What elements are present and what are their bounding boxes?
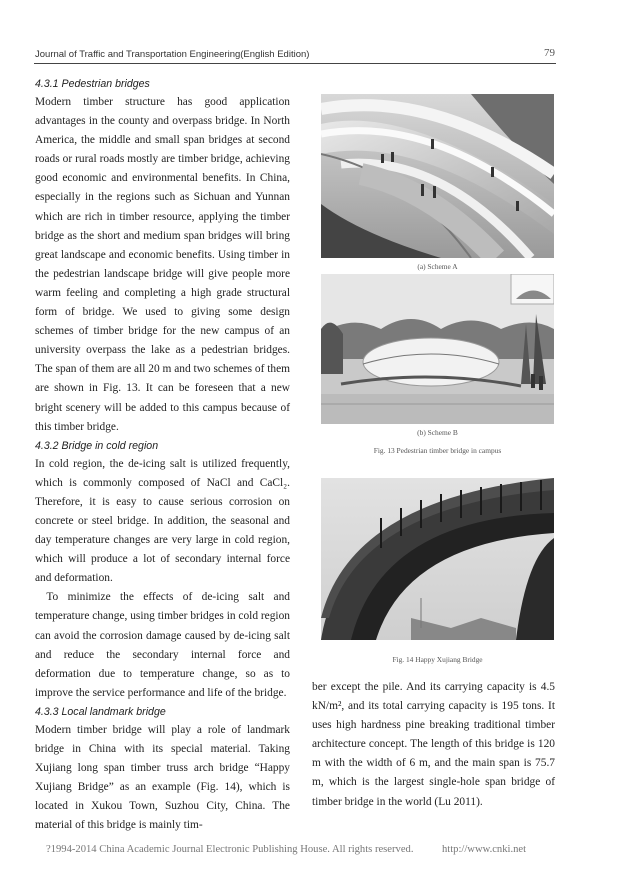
- figure-13a-caption: (a) Scheme A: [417, 262, 458, 271]
- right-column: [312, 678, 555, 812]
- figure-13-caption: Fig. 13 Pedestrian timber bridge in campus: [373, 446, 502, 455]
- section-text-4-3-1: Modern timber structure has good application advantages in the county and overpass bridge. In North America, the middle and small span bridges at second roads or rural roads mostly are timber bridge, achieving good economic and environmental benefits. In China, especially in the regions such as Sichuan and Yunnan which are rich in timber resource, applying the timber bridge as the short and medium span bridges will bring great landscape and economic benefits. Using timber in the pedestrian landscape bridge will give people more warm feeling and completing a high grade structural form of bridge. We used to giving some design schemes of timber bridge for the new campus of an university overpass the lake as a pedestrian bridges. The span of them are all 20 m and two schemes of them are shown in Fig. 13. It can be foreseen that a new bright scenery will be added to this campus because of this timber bridge.: [35, 96, 290, 433]
- figure-14-image: [321, 478, 554, 640]
- header-rule: [34, 63, 556, 64]
- continuation-text: ber except the pile. And its carrying capacity is 4.5 kN/m², and its total carrying capacity is 195 tons. It uses high hardness pine breaking traditional timber architecture concept. The length of this bridge is 120 m with the width of 6 m, and the main span is 75.7 m, which is the largest single-hole span bridge of timber bridge in the world (Lu 2011).: [312, 681, 555, 808]
- section-text-4-3-3: Modern timber bridge will play a role of landmark bridge in China with its special material. Taking Xujiang long span timber truss arch bridge “Happy Xujiang Bridge” as an example (Fig. 14), which is located in Xukou Town, Suzhou City, China. The material of this bridge is mainly tim-: [35, 723, 290, 832]
- scheme-b-rendering: [321, 274, 554, 424]
- figure-14-caption: Fig. 14 Happy Xujiang Bridge: [392, 655, 483, 664]
- left-column: [35, 75, 290, 835]
- figure-13b-caption: (b) Scheme B: [417, 428, 458, 437]
- figure-13a-image: [321, 94, 554, 258]
- section-heading-4-3-2: 4.3.2 Bridge in cold region: [35, 439, 159, 452]
- page-number: 79: [544, 47, 555, 59]
- footer-copyright: ?1994-2014 China Academic Journal Electronic Publishing House. All rights reserved.: [46, 844, 414, 855]
- section-heading-4-3-1: 4.3.1 Pedestrian bridges: [35, 78, 150, 90]
- section-text-4-3-2-a: In cold region, the de-icing salt is utilized frequently, which is commonly composed of NaCl and CaCl₂. Therefore, it is easy to cause serious corrosion on concrete or steel bridge. In addition, the seasonal and day temperature changes are very large in cold region, which will produce a lot of secondary internal force and deformation.: [35, 457, 290, 585]
- footer-url[interactable]: http://www.cnki.net: [442, 844, 527, 855]
- journal-title: Journal of Traffic and Transportation Engineering(English Edition): [35, 49, 310, 60]
- xujiang-bridge-photo: [321, 478, 554, 640]
- figure-13b-image: [321, 274, 554, 424]
- section-text-4-3-2-b: To minimize the effects of de-icing salt and temperature change, using timber bridges in cold region can avoid the corrosion damage caused by de-icing salt and reduce the secondary internal force and deformation due to temperature change, so as to improve the service performance and life of the bridge.: [35, 591, 290, 699]
- scheme-a-rendering: [321, 94, 554, 258]
- section-heading-4-3-3: 4.3.3 Local landmark bridge: [35, 705, 166, 718]
